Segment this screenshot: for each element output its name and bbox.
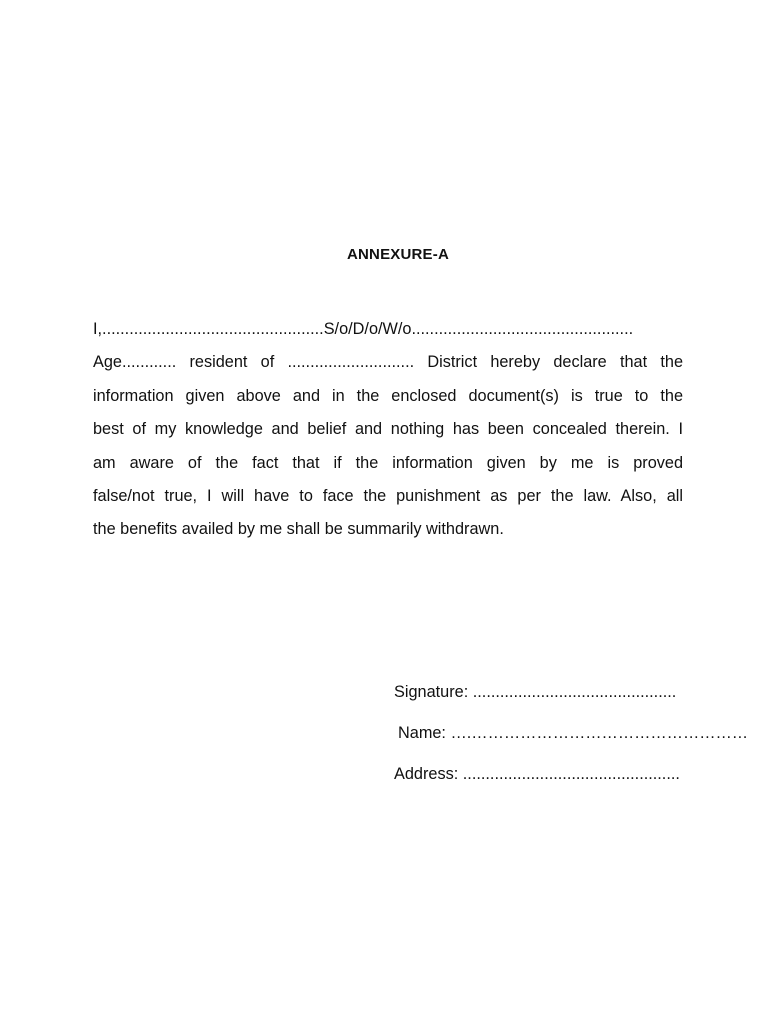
declaration-line-2: Age............ resident of ............................ District hereby declare that the	[93, 353, 683, 372]
declaration-line-6: false/not true, I will have to face the punishment as per the law. Also, all	[93, 486, 683, 505]
declaration-line-7: the benefits availed by me shall be summarily withdrawn.	[93, 520, 504, 539]
declaration-line-4: best of my knowledge and belief and nothing has been concealed therein. I	[93, 420, 683, 439]
signature-field: Signature: .............................................	[394, 683, 677, 701]
address-field: Address: ................................................	[394, 765, 680, 783]
declaration-line-5: am aware of the fact that if the information given by me is proved	[93, 453, 683, 472]
document-title: ANNEXURE-A	[346, 246, 449, 263]
declaration-line-3: information given above and in the enclosed document(s) is true to the	[93, 386, 683, 405]
declaration-paragraph	[93, 313, 683, 547]
declaration-line-1: I,.................................................S/o/D/o/W/o.................................................	[93, 320, 634, 338]
name-field: Name: ….……………………………………………	[398, 724, 749, 742]
signature-block	[394, 678, 749, 801]
